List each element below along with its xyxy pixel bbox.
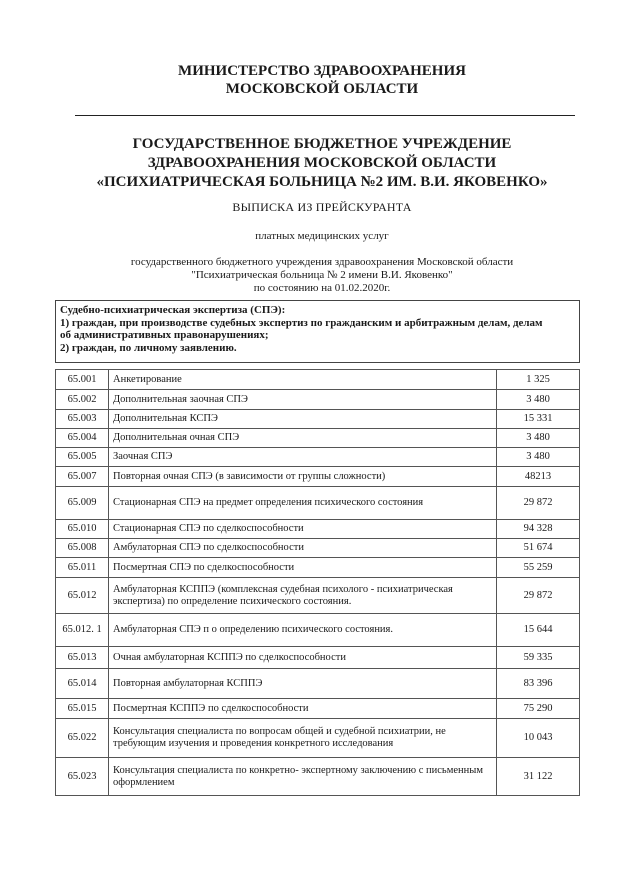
service-code: 65.008	[56, 539, 109, 558]
service-code: 65.009	[56, 487, 109, 520]
service-price: 75 290	[497, 699, 580, 719]
service-name: Амбулаторная КСППЭ (комплексная судебная психолого - психиатрическая экспертиза) по определение психического состояния.	[109, 578, 497, 614]
service-code: 65.012. 1	[56, 614, 109, 647]
service-code: 65.022	[56, 719, 109, 758]
section-line-2: 1) граждан, при производстве судебных экспертиз по гражданским и арбитражным делам, делам	[60, 316, 543, 329]
service-code: 65.012	[56, 578, 109, 614]
table-row	[56, 429, 580, 448]
table-row	[56, 520, 580, 539]
service-code: 65.004	[56, 429, 109, 448]
service-name: Анкетирование	[109, 370, 497, 390]
institution-heading	[0, 135, 644, 192]
service-price: 1 325	[497, 370, 580, 390]
institution-line-1: ГОСУДАРСТВЕННОЕ БЮДЖЕТНОЕ УЧРЕЖДЕНИЕ	[132, 136, 512, 152]
service-name: Консультация специалиста по конкретно- экспертному заключению с письменным оформлением	[109, 758, 497, 796]
document-title: ВЫПИСКА ИЗ ПРЕЙСКУРАНТА	[232, 200, 412, 214]
table-row	[56, 410, 580, 429]
section-line-4: 2) граждан, по личному заявлению.	[60, 341, 237, 354]
service-price: 83 396	[497, 669, 580, 699]
ministry-heading	[0, 62, 644, 98]
service-price: 3 480	[497, 390, 580, 410]
service-price: 51 674	[497, 539, 580, 558]
service-code: 65.014	[56, 669, 109, 699]
service-name: Консультация специалиста по вопросам общей и судебной психиатрии, не требующим изучения и проведения конкретного исследования	[109, 719, 497, 758]
service-name: Посмертная КСППЭ по сделкоспособности	[109, 699, 497, 719]
service-code: 65.002	[56, 390, 109, 410]
service-code: 65.013	[56, 647, 109, 669]
service-name: Дополнительная КСПЭ	[109, 410, 497, 429]
table-row	[56, 390, 580, 410]
table-row	[56, 448, 580, 467]
service-code: 65.005	[56, 448, 109, 467]
header-divider	[75, 115, 575, 116]
ministry-line-1: МИНИСТЕРСТВО ЗДРАВООХРАНЕНИЯ	[178, 63, 466, 79]
table-row	[56, 467, 580, 487]
service-name: Заочная СПЭ	[109, 448, 497, 467]
ministry-line-2: МОСКОВСКОЙ ОБЛАСТИ	[225, 81, 419, 97]
institution-line-2: ЗДРАВООХРАНЕНИЯ МОСКОВСКОЙ ОБЛАСТИ	[147, 155, 497, 171]
table-row	[56, 719, 580, 758]
table-row	[56, 699, 580, 719]
table-row	[56, 370, 580, 390]
table-row	[56, 758, 580, 796]
org-line-2: "Психиатрическая больница № 2 имени В.И. Яковенко"	[191, 269, 453, 281]
table-row	[56, 487, 580, 520]
service-name: Дополнительная очная СПЭ	[109, 429, 497, 448]
service-price: 48213	[497, 467, 580, 487]
service-price: 94 328	[497, 520, 580, 539]
table-row	[56, 558, 580, 578]
service-code: 65.003	[56, 410, 109, 429]
service-name: Повторная амбулаторная КСППЭ	[109, 669, 497, 699]
service-price: 3 480	[497, 429, 580, 448]
document-subtitle: платных медицинских услуг	[255, 230, 389, 242]
service-price: 15 644	[497, 614, 580, 647]
section-line-1: Судебно-психиатрическая экспертиза (СПЭ):	[60, 304, 286, 316]
service-price: 15 331	[497, 410, 580, 429]
service-code: 65.010	[56, 520, 109, 539]
org-line-1: государственного бюджетного учреждения здравоохранения Московской области	[130, 256, 514, 268]
table-row	[56, 647, 580, 669]
service-code: 65.023	[56, 758, 109, 796]
service-code: 65.007	[56, 467, 109, 487]
organization-info	[0, 256, 644, 295]
service-price: 31 122	[497, 758, 580, 796]
service-code: 65.015	[56, 699, 109, 719]
table-row	[56, 669, 580, 699]
service-price: 3 480	[497, 448, 580, 467]
service-code: 65.011	[56, 558, 109, 578]
service-price: 10 043	[497, 719, 580, 758]
table-row	[56, 539, 580, 558]
service-name: Амбулаторная СПЭ по сделкоспособности	[109, 539, 497, 558]
service-name: Стационарная СПЭ по сделкоспособности	[109, 520, 497, 539]
service-name: Очная амбулаторная КСППЭ по сделкоспособности	[109, 647, 497, 669]
service-price: 29 872	[497, 487, 580, 520]
effective-date: по состоянию на 01.02.2020г.	[253, 282, 391, 294]
service-code: 65.001	[56, 370, 109, 390]
service-name: Стационарная СПЭ на предмет определения психического состояния	[109, 487, 497, 520]
service-price: 59 335	[497, 647, 580, 669]
service-price: 55 259	[497, 558, 580, 578]
service-name: Амбулаторная СПЭ п о определению психического состояния.	[109, 614, 497, 647]
section-line-3: об административных правонарушениях;	[60, 329, 269, 341]
service-price: 29 872	[497, 578, 580, 614]
institution-line-3: «ПСИХИАТРИЧЕСКАЯ БОЛЬНИЦА №2 ИМ. В.И. ЯКОВЕНКО»	[96, 174, 548, 190]
section-header	[55, 300, 580, 363]
service-name: Повторная очная СПЭ (в зависимости от группы сложности)	[109, 467, 497, 487]
service-name: Посмертная СПЭ по сделкоспособности	[109, 558, 497, 578]
table-row	[56, 614, 580, 647]
price-table	[55, 369, 580, 796]
table-row	[56, 578, 580, 614]
service-name: Дополнительная заочная СПЭ	[109, 390, 497, 410]
